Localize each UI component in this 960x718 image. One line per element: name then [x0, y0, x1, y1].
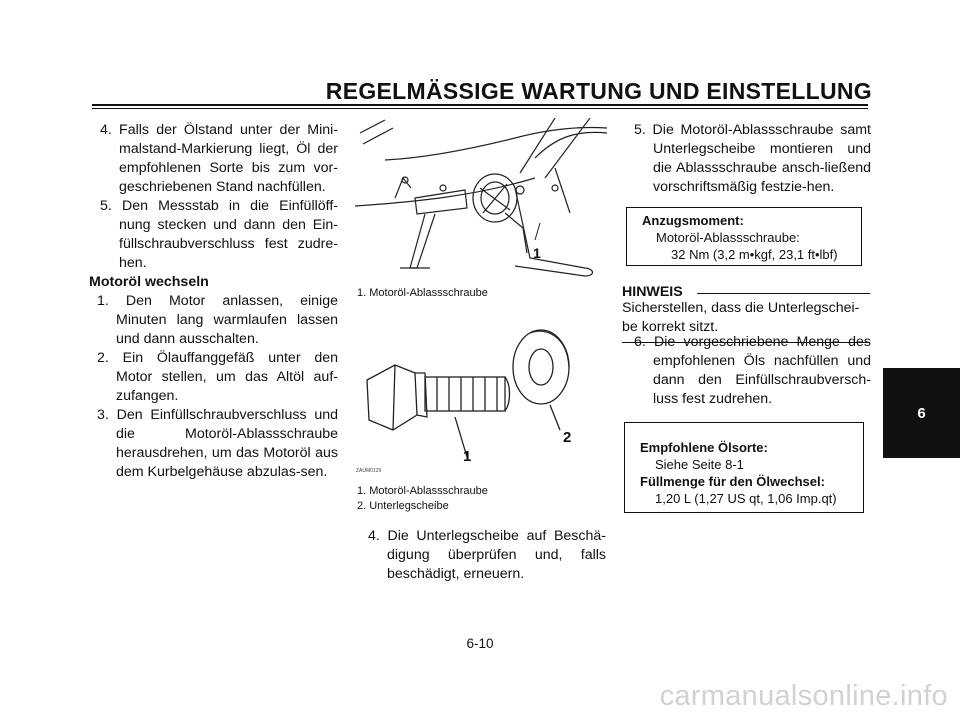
- header-rule-thin: [92, 108, 868, 109]
- page-number: 6-10: [466, 636, 494, 651]
- figure2-caption-2: 2. Unterlegscheibe: [357, 500, 449, 512]
- middle-step-4: [360, 527, 606, 584]
- oil-type-value: Siehe Seite 8-1: [655, 457, 744, 472]
- step-5-install-plug: 5. Die Motoröl-Ablassschraube samt Unterlegscheibe montieren und die Ablassschraube ansch-ließend vorschriftsmäßig festzie-hen.: [634, 122, 871, 195]
- note-text: Sicherstellen, dass die Unterlegschei-be korrekt sitzt.: [622, 300, 860, 335]
- right-step-6: [626, 333, 871, 409]
- note-top-rule: [697, 293, 870, 294]
- note-title: HINWEIS: [622, 284, 689, 300]
- figure2-callout-2: 2: [563, 429, 572, 446]
- section-heading-oil-change: Motoröl wechseln: [89, 274, 209, 290]
- figure2-caption-1: 1. Motoröl-Ablassschraube: [357, 485, 488, 497]
- oil-quantity-label: Füllmenge für den Ölwechsel:: [640, 474, 825, 489]
- figure-engine-underside: [355, 118, 607, 278]
- torque-value: 32 Nm (3,2 m•kgf, 23,1 ft•lbf): [671, 247, 838, 262]
- step-6-refill-oil: 6. Die vorgeschriebene Menge des empfohlenen Öls nachfüllen und dann den Einfüllschraubversch-luss fest zudrehen.: [634, 334, 871, 407]
- figure-drain-bolt-washer: [355, 325, 607, 475]
- oil-spec-box: [624, 422, 864, 513]
- left-column: [89, 121, 338, 482]
- torque-label: Anzugsmoment:: [642, 213, 744, 228]
- step-2-place-pan: 2. Ein Ölauffanggefäß unter den Motor stellen, um das Altöl auf-zufangen.: [97, 350, 338, 404]
- step-4-check-level: 4. Falls der Ölstand unter der Mini-malstand-Markierung liegt, Öl der empfohlenen Sorte bis zum vor-geschriebenen Stand nachfüllen.: [100, 122, 338, 195]
- step-4-inspect-washer: 4. Die Unterlegscheibe auf Beschä-digung überprüfen und, falls beschädigt, erneuern.: [368, 528, 606, 582]
- step-1-warm-engine: 1. Den Motor anlassen, einige Minuten lang warmlaufen lassen und dann ausschalten.: [97, 293, 338, 347]
- oil-quantity-value: 1,20 L (1,27 US qt, 1,06 Imp.qt): [655, 491, 837, 506]
- step-3-remove-plug: 3. Den Einfüllschraubverschluss und die Motoröl-Ablassschraube herausdrehen, um das Motoröl aus dem Kurbelgehäuse abzulas-sen.: [97, 407, 338, 480]
- header-rule: [92, 104, 868, 106]
- torque-item: Motoröl-Ablassschraube:: [656, 230, 800, 245]
- figure2-code: ZAUM0129: [356, 468, 382, 474]
- page-header-title: REGELMÄSSIGE WARTUNG UND EINSTELLUNG: [325, 78, 872, 104]
- torque-spec-box: [626, 207, 862, 266]
- figure1-callout-1: 1: [533, 245, 541, 261]
- right-step-5: [626, 121, 871, 197]
- watermark: carmanualsonline.info: [659, 680, 948, 712]
- figure2-captions: [357, 484, 488, 514]
- step-5-insert-dipstick: 5. Den Messstab in die Einfüllöff-nung stecken und dann den Ein-füllschraubverschluss fest zudre-hen.: [100, 198, 338, 271]
- chapter-tab: 6: [883, 368, 960, 458]
- figure2-callout-1: 1: [463, 448, 472, 465]
- figure1-caption: 1. Motoröl-Ablassschraube: [357, 287, 488, 299]
- oil-type-label: Empfohlene Ölsorte:: [640, 440, 768, 455]
